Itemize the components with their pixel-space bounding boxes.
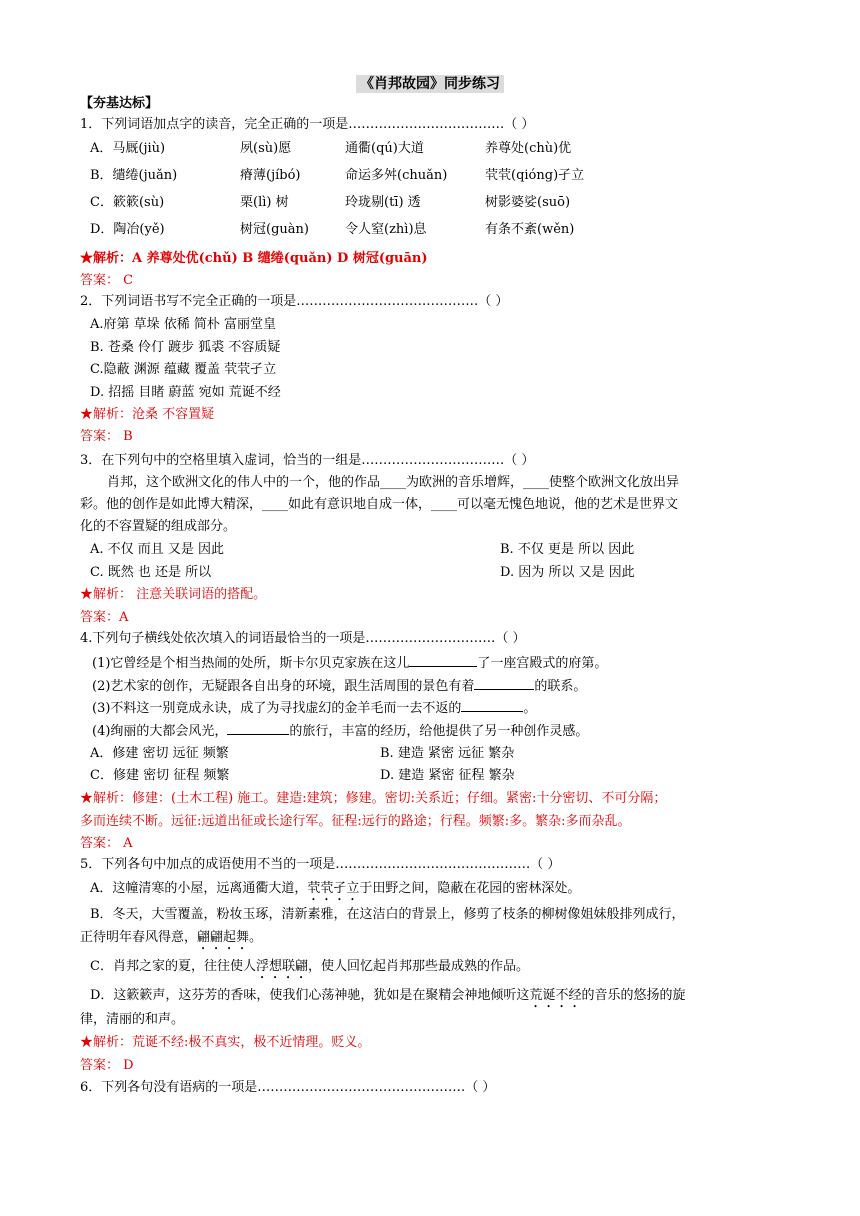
q1-d-3: 令人窒(zhì)息 bbox=[345, 222, 427, 237]
q5-d-pre: D．这簌簌声，这芬芳的香味，使我们心荡神驰，犹如是在聚精会神地倾听这 bbox=[90, 988, 530, 1003]
q4-sentence-3 bbox=[92, 699, 536, 718]
section-heading: 【夯基达标】 bbox=[80, 96, 159, 111]
q1-a-3: 通衢(qú)大道 bbox=[345, 141, 424, 156]
q5-stem: 5．下列各句中加点的成语使用不当的一项是………………………………………（ ） bbox=[80, 857, 561, 872]
q2-stem: 2．下列词语书写不完全正确的一项是……………………………………（ ） bbox=[80, 294, 509, 309]
q3-option-c: C. 既然 也 还是 所以 bbox=[90, 565, 212, 580]
q1-a-1: A．马厩(jiù) bbox=[90, 141, 166, 156]
q3-stem: 3．在下列句中的空格里填入虚词，恰当的一组是……………………………（ ） bbox=[80, 453, 535, 468]
q4-s4-post: 的旅行，丰富的经历，给他提供了另一种创作灵感。 bbox=[289, 724, 589, 739]
q5-option-c bbox=[90, 958, 529, 982]
q1-c-3: 玲珑剔(tī) 透 bbox=[345, 195, 421, 210]
q4-blank-4 bbox=[227, 722, 289, 735]
q3-option-b: B. 不仅 更是 所以 因此 bbox=[500, 542, 635, 557]
q1-option-b bbox=[90, 167, 584, 185]
q4-s1-pre: (1)它曾经是个相当热闹的处所，斯卡尔贝克家族在这儿 bbox=[92, 656, 410, 671]
q1-option-a bbox=[90, 140, 571, 158]
q3-paragraph-3: 化的不容置疑的组成部分。 bbox=[80, 519, 237, 534]
q2-option-d: D. 招摇 目睹 蔚蓝 宛如 荒诞不经 bbox=[90, 385, 281, 400]
q1-a-2: 夙(sù)愿 bbox=[240, 141, 292, 156]
q5-a-pre: A．这幢清寒的小屋，远离通衢大道， bbox=[90, 881, 308, 896]
q4-sentence-1 bbox=[92, 654, 607, 673]
q6-stem: 6．下列各句没有语病的一项是…………………………………………（ ） bbox=[80, 1080, 496, 1095]
q5-b-pre: 正待明年春风得意， bbox=[80, 930, 198, 945]
q5-option-a bbox=[90, 880, 580, 904]
page-title: 《肖邦故园》同步练习 bbox=[356, 75, 504, 93]
q1-b-4: 茕茕(qióng)孑立 bbox=[485, 168, 585, 183]
q5-c-post: ，使人回忆起肖邦那些最成熟的作品。 bbox=[307, 959, 529, 974]
q4-sentence-4 bbox=[92, 722, 588, 741]
q1-d-4: 有条不紊(wěn) bbox=[485, 222, 575, 237]
q5-analysis: ★解析：荒诞不经:极不真实，极不近情理。贬义。 bbox=[80, 1035, 371, 1050]
q2-answer: 答案： B bbox=[80, 429, 133, 444]
q4-answer: 答案： A bbox=[80, 836, 133, 851]
q4-option-c: C．修建 密切 征程 频繁 bbox=[90, 768, 230, 783]
q2-analysis: ★解析：沧桑 不容置疑 bbox=[80, 407, 215, 422]
q1-b-3: 命运多舛(chuǎn) bbox=[345, 168, 448, 183]
q1-d-2: 树冠(guàn) bbox=[240, 222, 309, 237]
q1-d-1: D．陶冶(yě) bbox=[90, 222, 165, 237]
q1-answer: 答案： C bbox=[80, 273, 134, 288]
q4-blank-2 bbox=[474, 677, 534, 690]
q5-option-d-line-2: 律，清丽的和声。 bbox=[80, 1012, 185, 1027]
q4-s4-pre: (4)绚丽的大都会风光， bbox=[92, 724, 228, 739]
q4-option-a: A．修建 密切 远征 频繁 bbox=[90, 746, 229, 761]
q3-option-d: D. 因为 所以 又是 因此 bbox=[500, 565, 635, 580]
q1-option-c bbox=[90, 194, 570, 212]
q1-analysis: ★解析：A 养尊处优(chǔ) B 缱绻(quǎn) D 树冠(guān) bbox=[80, 251, 428, 266]
q4-s3-pre: (3)不料这一别竟成永诀，成了为寻找虚幻的金羊毛而一去不返的 bbox=[92, 701, 462, 716]
q3-analysis: ★解析： 注意关联词语的搭配。 bbox=[80, 587, 267, 602]
q1-c-1: C．簌簌(sù) bbox=[90, 195, 165, 210]
q4-s2-pre: (2)艺术家的创作，无疑跟各自出身的环境，跟生活周围的景色有着 bbox=[92, 679, 475, 694]
q3-option-a: A. 不仅 而且 又是 因此 bbox=[90, 542, 225, 557]
q1-b-1: B．缱绻(juǎn) bbox=[90, 168, 178, 183]
title-wrap bbox=[0, 75, 860, 93]
q5-option-b-line-2 bbox=[80, 929, 262, 953]
q1-b-2: 瘠薄(jíbó) bbox=[240, 168, 301, 183]
q5-d-post: 的音乐的悠扬的旋 bbox=[581, 988, 686, 1003]
q3-paragraph-2: 彩。他的创作是如此博大精深，____如此有意识地自成一体，____可以毫无愧色地说，他的艺术是世界文 bbox=[80, 497, 679, 512]
q4-sentence-2 bbox=[92, 677, 586, 696]
q5-answer: 答案： D bbox=[80, 1058, 134, 1073]
q5-b-idiom: 翩翩起舞 bbox=[197, 930, 250, 945]
q5-d-idiom: 荒诞不经 bbox=[529, 988, 582, 1003]
q1-c-2: 栗(lì) 树 bbox=[240, 195, 289, 210]
q4-option-d: D. 建造 紧密 征程 繁杂 bbox=[380, 768, 515, 783]
q5-c-idiom: 浮想联翩 bbox=[255, 959, 308, 974]
q5-a-idiom: 茕茕孑立 bbox=[307, 881, 360, 896]
q5-a-post: 于田野之间，隐蔽在花园的密林深处。 bbox=[359, 881, 581, 896]
q4-s2-post: 的联系。 bbox=[534, 679, 587, 694]
q1-c-4: 树影婆娑(suō) bbox=[485, 195, 571, 210]
q3-paragraph-1: 肖邦，这个欧洲文化的伟人中的一个，他的作品____为欧洲的音乐增辉，____使整个欧洲文化放出异 bbox=[107, 475, 680, 490]
q2-option-b: B. 苍桑 伶仃 踱步 狐裘 不容质疑 bbox=[90, 340, 281, 355]
q1-stem: 1．下列词语加点字的读音，完全正确的一项是………………………………（ ） bbox=[80, 117, 535, 132]
q1-a-4: 养尊处(chù)优 bbox=[485, 141, 572, 156]
q4-analysis-line-1: ★解析：修建：(土木工程) 施工。建造:建筑；修建。密切:关系近；仔细。紧密:十分密切、不可分隔； bbox=[80, 791, 667, 806]
q2-option-c: C.隐蔽 渊源 蕴藏 覆盖 茕茕孑立 bbox=[90, 362, 277, 377]
q4-s3-post: 。 bbox=[523, 701, 537, 716]
q5-b-post: 。 bbox=[249, 930, 263, 945]
q1-option-d bbox=[90, 221, 574, 239]
q4-s1-post: 了一座宫殿式的府第。 bbox=[477, 656, 608, 671]
q4-blank-1 bbox=[409, 654, 477, 667]
q4-analysis-line-2: 多而连续不断。远征:远道出征或长途行军。征程:远行的路途；行程。频繁:多。繁杂:多而杂乱。 bbox=[80, 814, 631, 829]
q5-c-pre: C．肖邦之家的夏，往往使人 bbox=[90, 959, 256, 974]
q3-answer: 答案：A bbox=[80, 610, 129, 625]
q2-option-a: A.府第 草垛 依稀 简朴 富丽堂皇 bbox=[90, 317, 277, 332]
q4-stem: 4.下列句子横线处依次填入的词语最恰当的一项是…………………………（ ） bbox=[80, 631, 526, 646]
q5-option-d-line-1 bbox=[90, 987, 685, 1011]
q4-blank-3 bbox=[461, 699, 523, 712]
q5-option-b-line-1: B．冬天，大雪覆盖，粉妆玉琢，清新素雅，在这洁白的背景上，修剪了枝条的柳树像姐妹般排列成行， bbox=[90, 907, 685, 922]
q4-option-b: B. 建造 紧密 远征 繁杂 bbox=[380, 746, 515, 761]
